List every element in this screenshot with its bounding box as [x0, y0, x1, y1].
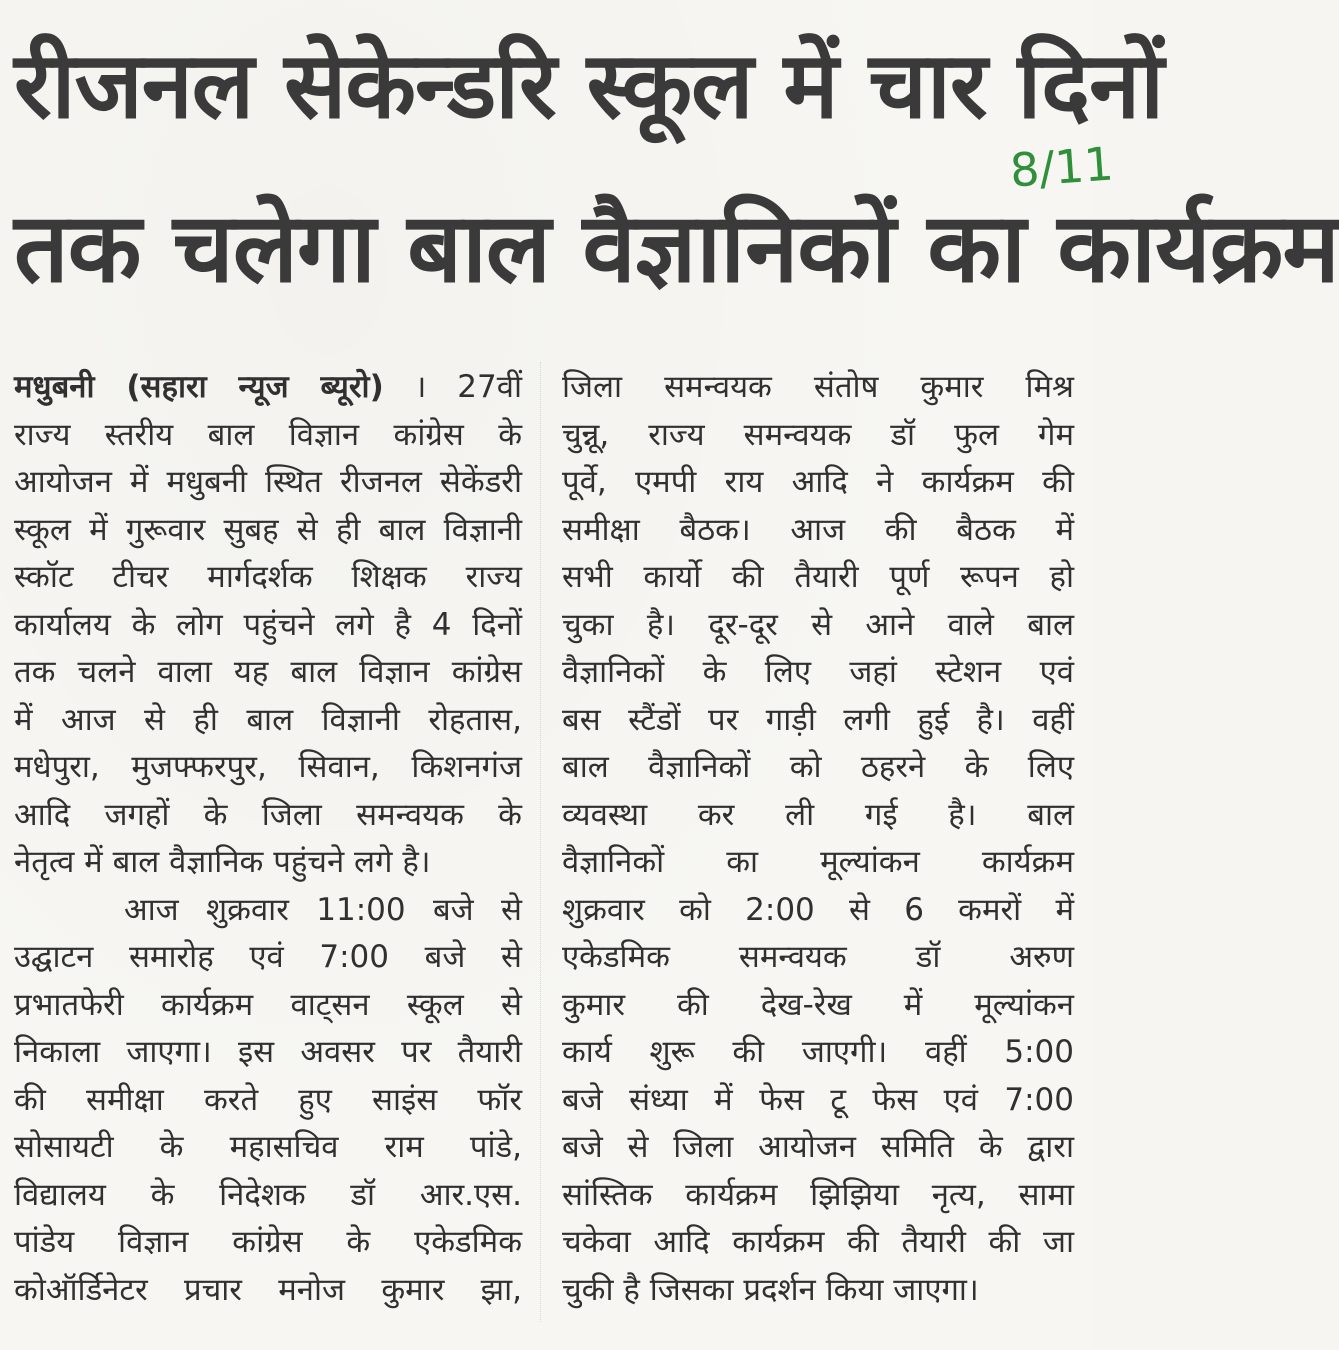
- article-line: बजे संध्या में फेस टू फेस एवं 7:00: [562, 1081, 1074, 1118]
- article-line: उद्घाटन समारोह एवं 7:00 बजे से: [14, 939, 522, 975]
- article-line: आदि जगहों के जिला समन्वयक के: [14, 796, 522, 833]
- article-line: चुकी है जिसका प्रदर्शन किया जाएगा।: [562, 1271, 979, 1308]
- article-line: जिला समन्वयक संतोष कुमार मिश्र: [562, 369, 1074, 405]
- article-line: चुन्नू, राज्य समन्वयक डॉ फुल गेम: [562, 416, 1074, 453]
- article-line: सोसायटी के महासचिव राम पांडे,: [14, 1129, 522, 1165]
- article-line: स्कूल में गुरूवार सुबह से ही बाल विज्ञानी: [14, 511, 522, 548]
- article-line: स्कॉट टीचर मार्गदर्शक शिक्षक राज्य: [14, 559, 522, 595]
- article-line: तक चलने वाला यह बाल विज्ञान कांग्रेस: [14, 654, 522, 690]
- headline-line-1: रीजनल सेकेन्डरि स्कूल में चार दिनों: [14, 32, 1164, 139]
- article-line: समीक्षा बैठक। आज की बैठक में: [562, 511, 1074, 548]
- handwritten-date-mark: 8/11: [1008, 136, 1116, 198]
- article-line: कार्य शुरू की जाएगी। वहीं 5:00: [562, 1034, 1074, 1070]
- article-line: में आज से ही बाल विज्ञानी रोहतास,: [14, 701, 522, 738]
- article-line: व्यवस्था कर ली गई है। बाल: [562, 796, 1074, 833]
- article-line: प्रभातफेरी कार्यक्रम वाट्सन स्कूल से: [14, 986, 522, 1023]
- article-line-text: । 27वीं: [383, 369, 523, 405]
- article-line: आयोजन में मधुबनी स्थित रीजनल सेकेंडरी: [14, 464, 522, 500]
- article-left-column: [14, 364, 522, 1314]
- article-right-column: [562, 364, 1074, 1314]
- article-line: निकाला जाएगा। इस अवसर पर तैयारी: [14, 1034, 522, 1070]
- article-line: राज्य स्तरीय बाल विज्ञान कांग्रेस के: [14, 416, 522, 453]
- article-line: बाल वैज्ञानिकों को ठहरने के लिए: [562, 749, 1074, 785]
- article-line: वैज्ञानिकों का मूल्यांकन कार्यक्रम: [562, 844, 1074, 880]
- article-line: बस स्टैंडों पर गाड़ी लगी हुई है। वहीं: [562, 701, 1074, 738]
- article-line: एकेडमिक समन्वयक डॉ अरुण: [562, 939, 1074, 975]
- article-line: आज शुक्रवार 11:00 बजे से: [124, 891, 522, 928]
- article-line: सांस्तिक कार्यक्रम झिझिया नृत्य, सामा: [562, 1176, 1074, 1213]
- article-line: कुमार की देख-रेख में मूल्यांकन: [562, 986, 1074, 1023]
- headline-line-2: तक चलेगा बाल वैज्ञानिकों का कार्यक्रम: [14, 192, 1339, 304]
- article-line: सभी कार्यो की तैयारी पूर्ण रूपन हो: [562, 559, 1074, 595]
- dateline: मधुबनी (सहारा न्यूज ब्यूरो): [14, 369, 384, 405]
- article-line: कार्यालय के लोग पहुंचने लगे है 4 दिनों: [14, 606, 522, 643]
- column-divider: [540, 362, 541, 1322]
- article-line: चकेवा आदि कार्यक्रम की तैयारी की जा: [562, 1224, 1074, 1260]
- article-line: वैज्ञानिकों के लिए जहां स्टेशन एवं: [562, 654, 1074, 690]
- article-line: कोऑर्डिनेटर प्रचार मनोज कुमार झा,: [14, 1271, 522, 1308]
- article-line: पांडेय विज्ञान कांग्रेस के एकेडमिक: [14, 1224, 522, 1260]
- article-line: मधेपुरा, मुजफ्फरपुर, सिवान, किशनगंज: [14, 749, 522, 785]
- article-line: [14, 364, 522, 412]
- article-line: बजे से जिला आयोजन समिति के द्वारा: [562, 1129, 1074, 1165]
- article-line: चुका है। दूर-दूर से आने वाले बाल: [562, 606, 1074, 643]
- article-line: शुक्रवार को 2:00 से 6 कमरों में: [562, 891, 1074, 928]
- article-line: की समीक्षा करते हुए साइंस फॉर: [14, 1081, 522, 1118]
- article-line: पूर्वे, एमपी राय आदि ने कार्यक्रम की: [562, 464, 1074, 500]
- article-line: नेतृत्व में बाल वैज्ञानिक पहुंचने लगे है।: [14, 844, 431, 880]
- article-line: विद्यालय के निदेशक डॉ आर.एस.: [14, 1176, 522, 1213]
